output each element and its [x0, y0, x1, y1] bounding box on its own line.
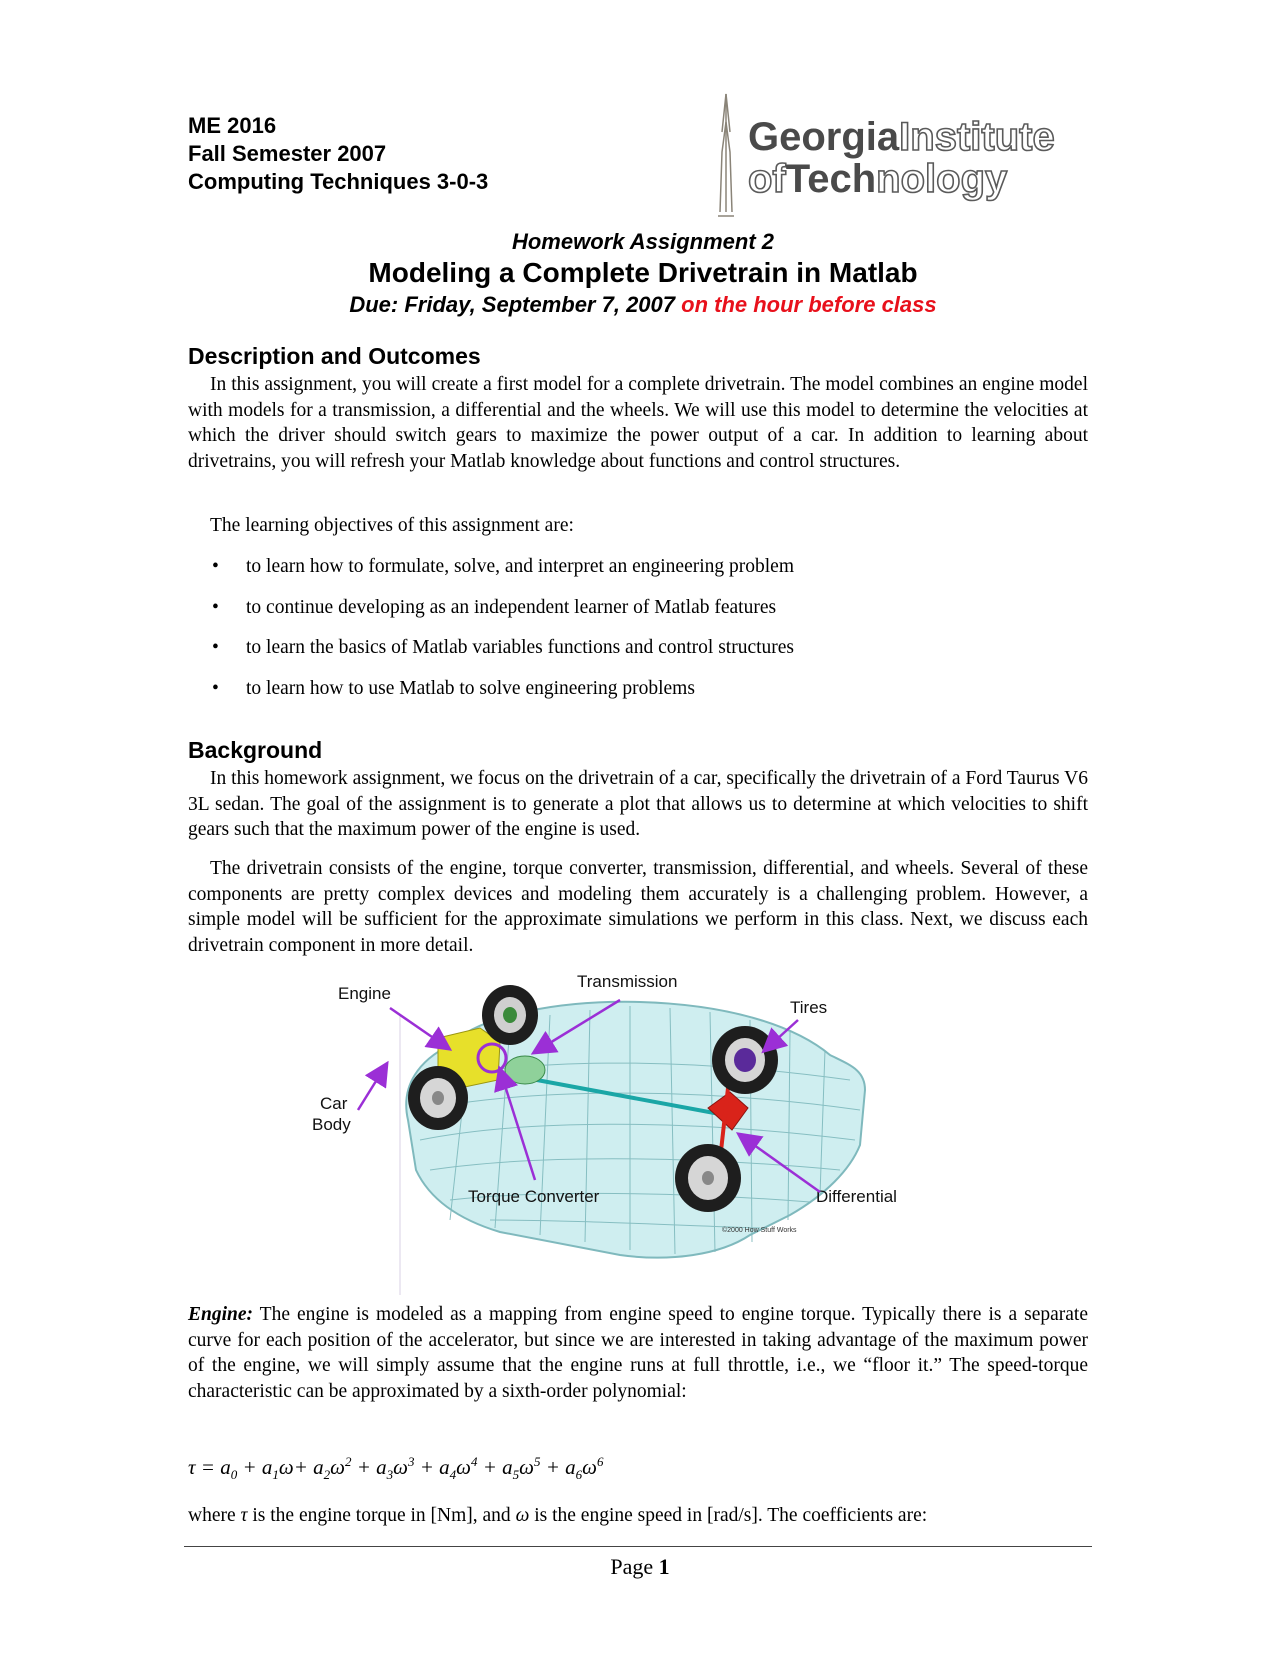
course-semester: Fall Semester 2007	[188, 141, 387, 166]
eq-term-5: $a_5\omega^5$	[502, 1454, 541, 1483]
wheel-front-top	[482, 985, 538, 1045]
omega-symbol: ω	[515, 1505, 530, 1526]
list-item: • to learn how to formulate, solve, and interpret an engineering problem	[188, 554, 1088, 580]
label-transmission: Transmission	[577, 972, 678, 991]
footer-rule	[184, 1546, 1092, 1547]
description-paragraph: In this assignment, you will create a first model for a complete drivetrain. The model combines an engine model with models for a transmission, a differential and the wheels. We will use this model to determine the velocities at which the driver should switch gears to maximize the power output of a car. In addition to learning about drivetrains, you will refresh your Matlab knowledge about functions and control structures.	[188, 374, 1088, 472]
background-heading: Background	[188, 737, 323, 763]
figure-credit: ©2000 How Stuff Works	[722, 1227, 797, 1234]
spire-icon	[718, 94, 734, 216]
objectives-intro: The learning objectives of this assignment are:	[210, 515, 574, 536]
label-car-body-line2: Body	[312, 1115, 351, 1134]
label-torque-converter: Torque Converter	[468, 1187, 600, 1206]
page-label: Page	[610, 1554, 659, 1579]
tau-symbol: τ	[240, 1505, 248, 1526]
logo-graphic	[712, 92, 1092, 220]
equation-lhs: τ =	[188, 1455, 221, 1479]
course-info	[188, 112, 488, 196]
drivetrain-figure	[312, 970, 970, 1295]
list-item: • to learn how to use Matlab to solve engineering problems	[188, 676, 1088, 702]
label-tires: Tires	[790, 998, 828, 1017]
due-deadline-note: on the hour before class	[681, 292, 937, 317]
drivetrain-diagram	[312, 970, 970, 1295]
eq-term-6: $a_6\omega^6$	[565, 1454, 604, 1483]
background-paragraph-1: In this homework assignment, we focus on the drivetrain of a car, specifically the drivetrain of a Ford Taurus V6 3L sedan. The goal of the assignment is to generate a plot that allows us to determine at which velocities to shift gears such that the maximum power of the engine is used.	[188, 768, 1088, 840]
eq-term-2: $a_2\omega^2$	[313, 1454, 352, 1483]
description-heading: Description and Outcomes	[188, 343, 481, 369]
engine-text: The engine is modeled as a mapping from engine speed to engine torque. Typically there is a separate curve for each position of the accelerator, but since we are interested in taking advantage of the maximum power of the engine, we will simply assume that the engine runs at full throttle, i.e., we “floor it.” The speed-torque characteristic can be approximated by a sixth-order polynomial:	[188, 1304, 1088, 1402]
due-date	[188, 290, 1098, 320]
assignment-number: Homework Assignment 2	[511, 229, 775, 254]
course-title: Computing Techniques 3-0-3	[188, 169, 489, 194]
page-number: 1	[658, 1554, 670, 1579]
eq-term-4: $a_4\omega^4$	[439, 1454, 478, 1483]
label-differential: Differential	[816, 1187, 897, 1206]
eq-term-0: $a_0$	[220, 1455, 238, 1483]
logo-word-institute: Institute	[899, 115, 1055, 159]
title-block	[188, 228, 1098, 320]
due-date-text: Due: Friday, September 7, 2007	[349, 292, 682, 317]
wheel-rear-bottom	[675, 1144, 741, 1212]
arrow-engine	[390, 1008, 448, 1048]
logo-word-tech: Tech	[785, 157, 877, 201]
logo-word-nology: nology	[876, 157, 1008, 201]
background-paragraph-2: The drivetrain consists of the engine, torque converter, transmission, differential, and wheels. Several of these components are pretty complex devices and modeling them accurately is a challenging problem. However, a simple model will be sufficient for the approximate simulations we perform in this class. Next, we discuss each drivetrain component in more detail.	[188, 858, 1088, 956]
eq-term-1: $a_1\omega$	[261, 1455, 294, 1483]
eq-term-3: $a_3\omega^3$	[376, 1454, 415, 1483]
transmission-shape	[505, 1056, 545, 1084]
label-engine: Engine	[338, 984, 391, 1003]
arrow-car-body	[358, 1065, 386, 1110]
variables-description: where τ is the engine torque in [Nm], and ω is the engine speed in [rad/s]. The coefficients are:	[188, 1505, 928, 1526]
logo-word-of: of	[748, 157, 786, 201]
page-footer	[0, 1554, 1280, 1580]
objectives-list	[188, 554, 1088, 716]
course-number: ME 2016	[188, 113, 277, 138]
wheel-front-bottom	[408, 1066, 468, 1130]
logo-word-georgia: Georgia	[748, 115, 900, 159]
list-item: • to learn the basics of Matlab variables functions and control structures	[188, 635, 1088, 661]
svg-text:GeorgiaInstitute	[748, 115, 1055, 159]
page-title: Modeling a Complete Drivetrain in Matlab	[368, 257, 918, 288]
list-item: • to continue developing as an independent learner of Matlab features	[188, 595, 1088, 621]
torque-equation: $\tau = a_0 + a_1\omega+ a_2\omega^2 + a_3\omega^3 + a_4\omega^4 + a_5\omega^5 + a_6\omega^6$	[188, 1454, 604, 1483]
svg-text:ofTechnology	[748, 157, 1008, 201]
label-car-body-line1: Car	[320, 1094, 348, 1113]
engine-paragraph	[188, 1302, 1088, 1404]
engine-lead: Engine:	[188, 1304, 254, 1325]
georgia-tech-logo	[712, 92, 1092, 220]
wheel-rear-top	[712, 1026, 778, 1094]
